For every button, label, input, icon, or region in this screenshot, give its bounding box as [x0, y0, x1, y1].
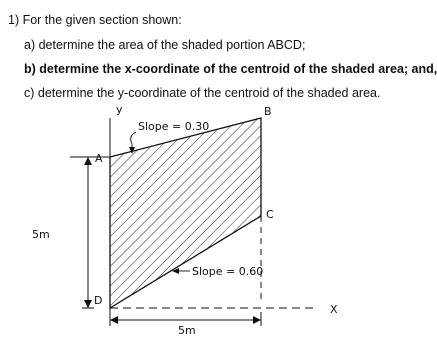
height-dim-label: 5m	[32, 228, 50, 241]
slope-bottom-label: Slope = 0.60	[192, 265, 264, 278]
point-c-label: C	[266, 208, 274, 221]
width-dim-label: 5m	[178, 324, 196, 337]
slope-top-label: Slope = 0.30	[138, 120, 210, 133]
point-a-label: A	[95, 152, 103, 165]
point-d-label: D	[94, 294, 103, 307]
height-dim-bottom-arrow	[84, 300, 92, 308]
point-b-label: B	[264, 105, 272, 118]
part-b-text: b) determine the x-coordinate of the centroid of the shaded area; and,	[24, 62, 437, 76]
x-axis-label: X	[330, 303, 338, 316]
problem-intro: 1) For the given section shown:	[8, 13, 182, 27]
width-dim-right-arrow	[253, 316, 261, 324]
part-c-text: c) determine the y-coordinate of the centroid of the shaded area.	[24, 86, 381, 100]
width-dim-left-arrow	[110, 316, 118, 324]
part-a-text: a) determine the area of the shaded portion ABCD;	[24, 38, 306, 52]
shaded-region	[110, 118, 264, 308]
height-dim-top-arrow	[84, 157, 92, 165]
y-axis-label: y	[116, 103, 123, 116]
